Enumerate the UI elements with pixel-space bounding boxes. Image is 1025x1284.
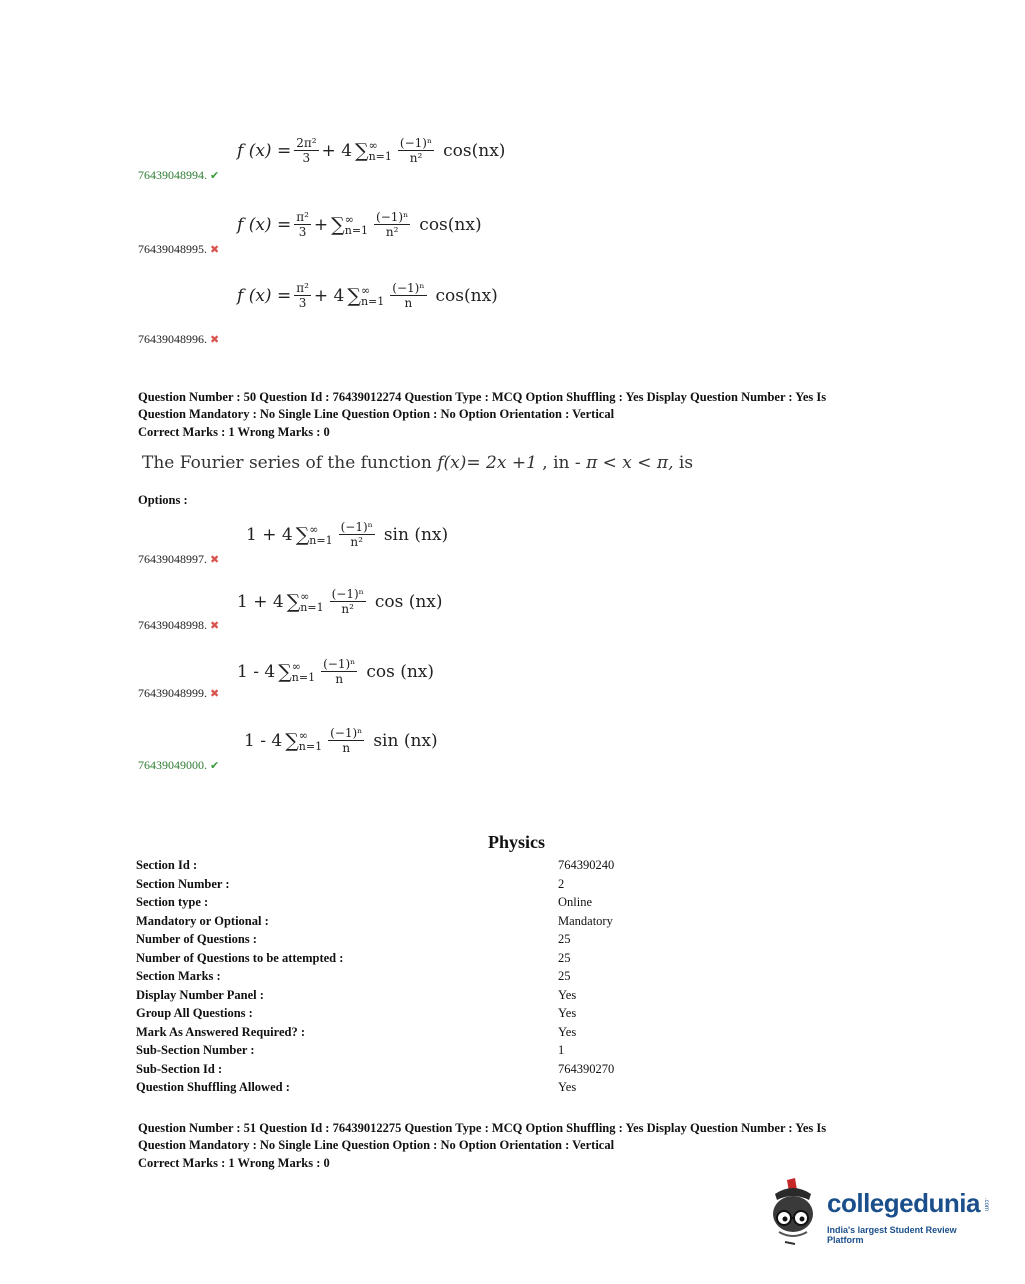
option-id-99: 76439048999. ✖ xyxy=(138,686,220,700)
cross-icon: ✖ xyxy=(210,688,220,700)
option-id-00: 76439049000. ✔ xyxy=(138,758,220,772)
sum-symbol: ∑ xyxy=(285,729,299,752)
formula-option-00: 1 - 4 ∑ ∞ n=1 $\frac{\text{(−1)ⁿ}}{n}$ sin (nx) xyxy=(244,726,438,755)
sum-limits: ∞ n=1 xyxy=(291,659,316,684)
section-row: Sub-Section Number : 1 xyxy=(136,1043,565,1057)
formula-option-97: 1 + 4 ∑ ∞ n=1 $\frac{\text{(−1)ⁿ}}{\text{n²}}$ sin (nx) xyxy=(246,520,449,549)
options-label: Options : xyxy=(138,493,188,507)
sum-symbol: ∑ xyxy=(286,590,301,613)
fraction: $\frac{\text{(−1)ⁿ}}{n}$ xyxy=(330,726,363,755)
section-row: Number of Questions : 25 xyxy=(136,932,571,946)
formula-option-95: f (x) = $\frac{\text{π²}}{3}$ + ∑ ∞ n=1 $\frac{\text{(−1)ⁿ}}{\text{n²}}$ cos(nx) xyxy=(237,210,482,239)
sum-limits: ∞ n=1 xyxy=(360,283,385,308)
sum-limits: ∞ n=1 xyxy=(309,522,333,547)
logo-wordmark: collegedunia xyxy=(827,1188,980,1218)
section-row: Mandatory or Optional : Mandatory xyxy=(136,913,613,928)
section-row: Section Id : 764390240 xyxy=(136,858,615,872)
cross-icon: ✖ xyxy=(210,620,220,632)
formula-option-99: 1 - 4 ∑ ∞ n=1 $\frac{\text{(−1)ⁿ}}{n}$ cos (nx) xyxy=(237,657,435,686)
section-row: Section Marks : 25 xyxy=(136,969,571,983)
check-icon: ✔ xyxy=(210,170,220,182)
section-row: Sub-Section Id : 764390270 xyxy=(136,1061,615,1076)
fraction: $\frac{\text{(−1)ⁿ}}{\text{n²}}$ xyxy=(340,520,373,549)
fraction: $\frac{\text{(−1)ⁿ}}{n}$ xyxy=(323,657,356,686)
sum-symbol: ∑ xyxy=(295,523,310,546)
formula-lead: f (x) = xyxy=(237,140,292,161)
section-row: Number of Questions to be attempted : 25 xyxy=(136,950,571,965)
section-row: Display Number Panel : Yes xyxy=(136,987,577,1002)
logo-tagline: India's largest Student Review Platform xyxy=(827,1225,957,1245)
mascot-icon xyxy=(765,1176,825,1246)
check-icon: ✔ xyxy=(210,760,220,772)
fraction: $\frac{\text{(−1)ⁿ}}{\text{n²}}$ xyxy=(331,587,364,616)
fraction: $\frac{\text{π²}}{3}$ xyxy=(296,281,309,310)
sum-limits: ∞ n=1 xyxy=(344,212,369,237)
logo-com: .com xyxy=(983,1198,989,1212)
collegedunia-logo xyxy=(765,1176,995,1246)
cross-icon: ✖ xyxy=(210,554,220,566)
formula-option-98: 1 + 4 ∑ ∞ n=1 $\frac{\text{(−1)ⁿ}}{\text{n²}}$ cos (nx) xyxy=(237,587,443,616)
fraction: $\frac{\text{(−1)ⁿ}}{n}$ xyxy=(392,281,425,310)
fraction: $\frac{\text{2π²}}{3}$ xyxy=(296,136,317,165)
section-row: Mark As Answered Required? : Yes xyxy=(136,1024,577,1039)
question-meta-50: Question Number : 50 Question Id : 76439012274 Question Type : MCQ Option Shuffling : Yes Display Question Number : Yes Is Question Mandatory : No Single Line Question Option : No Option Orientation : Vertical Correct Marks : 1 Wrong Marks : 0 xyxy=(138,390,827,439)
sum-symbol: ∑ xyxy=(347,284,361,307)
fraction: $\frac{\text{(−1)ⁿ}}{\text{n²}}$ xyxy=(376,210,409,239)
option-id-94: 76439048994. ✔ xyxy=(138,168,220,182)
question-text-50: The Fourier series of the function f(x)= 2x +1 , in - π < x < π, is xyxy=(142,453,694,473)
fraction: $\frac{\text{π²}}{3}$ xyxy=(296,210,309,239)
formula-option-96: f (x) = $\frac{\text{π²}}{3}$ + 4 ∑ ∞ n=1 $\frac{\text{(−1)ⁿ}}{n}$ cos(nx) xyxy=(237,281,498,310)
fraction: $\frac{\text{(−1)ⁿ}}{\text{n²}}$ xyxy=(399,136,433,165)
section-row: Group All Questions : Yes xyxy=(136,1006,577,1020)
formula-option-94: f (x) = $\frac{\text{2π²}}{3}$ + 4 ∑ ∞ n=1 $\frac{\text{(−1)ⁿ}}{\text{n²}}$ cos(nx) xyxy=(237,136,506,165)
option-id-98: 76439048998. ✖ xyxy=(138,618,220,632)
option-id-96: 76439048996. ✖ xyxy=(138,332,220,346)
option-id-97: 76439048997. ✖ xyxy=(138,552,220,566)
cross-icon: ✖ xyxy=(210,244,220,256)
sum-limits: ∞ n=1 xyxy=(298,728,323,753)
sum-limits: ∞ n=1 xyxy=(300,589,324,614)
section-title: Physics xyxy=(488,832,546,852)
sum-symbol: ∑ xyxy=(331,213,345,236)
sum-symbol: ∑ xyxy=(355,139,369,162)
sum-limits: ∞ n=1 xyxy=(368,138,392,163)
section-row: Section Number : 2 xyxy=(136,876,565,891)
sum-symbol: ∑ xyxy=(278,660,292,683)
cross-icon: ✖ xyxy=(210,334,220,346)
section-row: Section type : Online xyxy=(136,895,593,909)
section-row: Question Shuffling Allowed : Yes xyxy=(136,1080,577,1094)
question-meta-51: Question Number : 51 Question Id : 76439012275 Question Type : MCQ Option Shuffling : Yes Display Question Number : Yes Is Question Mandatory : No Single Line Question Option : No Option Orientation : Vertical Correct Marks : 1 Wrong Marks : 0 xyxy=(138,1121,827,1170)
option-id-95: 76439048995. ✖ xyxy=(138,242,220,256)
